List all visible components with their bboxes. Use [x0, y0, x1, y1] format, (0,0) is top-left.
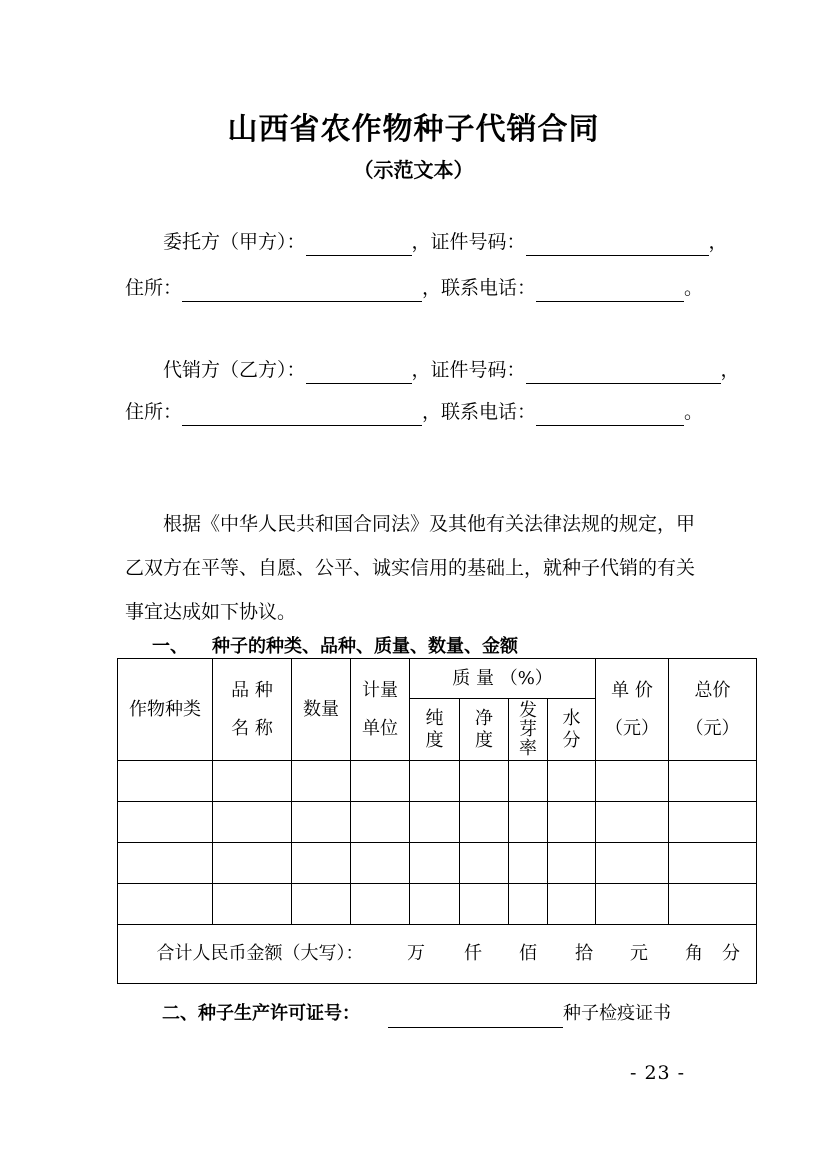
- party-b-label: 代销方（乙方）：: [163, 359, 306, 381]
- party-a-address-field[interactable]: [182, 279, 422, 302]
- total-unit-shi: 拾: [575, 943, 594, 964]
- table-cell[interactable]: [509, 761, 548, 802]
- table-cell[interactable]: [292, 802, 351, 843]
- table-row: [118, 884, 757, 925]
- total-amount-cell[interactable]: [118, 925, 757, 984]
- col-price-header-line-2: （元）: [605, 717, 660, 739]
- table-cell[interactable]: [548, 884, 596, 925]
- col-moisture-header: [548, 699, 596, 761]
- party-a-id-end: ，: [708, 231, 728, 253]
- party-a-id-field[interactable]: [526, 233, 709, 256]
- col-moisture-line-1: 水: [562, 707, 581, 729]
- total-unit-wan: 万: [407, 943, 426, 964]
- table-cell[interactable]: [410, 761, 460, 802]
- col-total-header: [669, 659, 757, 761]
- table-cell[interactable]: [292, 884, 351, 925]
- col-total-header-line-1: 总价: [694, 679, 731, 701]
- table-cell[interactable]: [351, 884, 410, 925]
- preamble-line-1: 根据《中华人民共和国合同法》及其他有关法律法规的规定，甲: [163, 513, 696, 535]
- col-unit-header-line-2: 单位: [362, 717, 398, 739]
- table-cell[interactable]: [292, 761, 351, 802]
- table-cell[interactable]: [118, 843, 213, 884]
- total-amount-label: 合计人民币金额（大写）：: [156, 943, 364, 964]
- table-cell[interactable]: [460, 802, 509, 843]
- table-cell[interactable]: [669, 802, 757, 843]
- total-unit-jiao: 角: [685, 943, 704, 964]
- table-cell[interactable]: [351, 802, 410, 843]
- table-cell[interactable]: [509, 802, 548, 843]
- table-cell[interactable]: [548, 761, 596, 802]
- party-b-phone-field[interactable]: [536, 403, 684, 426]
- col-price-header: [596, 659, 669, 761]
- table-cell[interactable]: [548, 843, 596, 884]
- party-b-name-field[interactable]: [306, 361, 412, 384]
- total-unit-fen: 分: [722, 943, 741, 964]
- table-cell[interactable]: [509, 884, 548, 925]
- party-a-line-2: [125, 274, 705, 302]
- table-cell[interactable]: [213, 761, 292, 802]
- section-1-heading: [152, 632, 518, 658]
- table-cell[interactable]: [669, 884, 757, 925]
- table-cell[interactable]: [596, 802, 669, 843]
- col-qty-header: 数量: [292, 659, 351, 761]
- table-cell[interactable]: [213, 802, 292, 843]
- col-moisture-line-2: 分: [562, 729, 581, 751]
- section-1-number: 一、: [152, 636, 188, 657]
- col-quality-header: 质 量 （%）: [410, 659, 596, 699]
- table-cell[interactable]: [410, 884, 460, 925]
- table-cell[interactable]: [596, 843, 669, 884]
- table-cell[interactable]: [351, 761, 410, 802]
- party-b-phone-end: 。: [684, 401, 704, 423]
- section-1-title: 种子的种类、品种、质量、数量、金额: [212, 636, 518, 657]
- col-purity-line-2: 度: [425, 729, 444, 751]
- table-row: [118, 802, 757, 843]
- preamble-paragraph: [125, 502, 705, 634]
- col-unit-header: [351, 659, 410, 761]
- table-cell[interactable]: [460, 884, 509, 925]
- table-cell[interactable]: [410, 802, 460, 843]
- party-b-line-1: [163, 356, 740, 384]
- party-a-phone-field[interactable]: [536, 279, 684, 302]
- table-cell[interactable]: [460, 761, 509, 802]
- party-b-phone-label: ，联系电话：: [422, 401, 537, 423]
- table-cell[interactable]: [669, 843, 757, 884]
- party-b-id-label: ，证件号码：: [411, 359, 526, 381]
- party-b-address-label: 住所：: [125, 401, 183, 423]
- table-cell[interactable]: [410, 843, 460, 884]
- party-a-phone-end: 。: [684, 277, 704, 299]
- col-germination-line-3: 率: [519, 738, 537, 759]
- preamble-line-2: 乙双方在平等、自愿、公平、诚实信用的基础上，就种子代销的有关: [125, 557, 696, 579]
- production-license-field[interactable]: [388, 1005, 563, 1028]
- col-germination-line-1: 发: [519, 700, 537, 721]
- col-clean-header: [460, 699, 509, 761]
- section-2-title: 二、种子生产许可证号：: [162, 1003, 360, 1024]
- party-a-name-field[interactable]: [306, 233, 412, 256]
- table-cell[interactable]: [213, 884, 292, 925]
- table-cell[interactable]: [460, 843, 509, 884]
- party-a-label: 委托方（甲方）：: [163, 231, 306, 253]
- party-b-id-end: ，: [720, 359, 740, 381]
- col-clean-line-1: 净: [475, 707, 493, 729]
- party-a-address-label: 住所：: [125, 277, 183, 299]
- table-cell[interactable]: [351, 843, 410, 884]
- col-price-header-line-1: 单 价: [611, 679, 653, 701]
- table-cell[interactable]: [118, 802, 213, 843]
- table-total-row: [118, 925, 757, 984]
- section-2-line: [162, 1000, 671, 1028]
- document-title: 山西省农作物种子代销合同: [227, 112, 600, 147]
- table-cell[interactable]: [509, 843, 548, 884]
- col-crop-header: 作物种类: [118, 659, 213, 761]
- total-unit-qian: 仟: [464, 943, 483, 964]
- table-cell[interactable]: [118, 884, 213, 925]
- col-variety-header-line-1: 品 种: [231, 679, 273, 701]
- col-germination-line-2: 芽: [519, 719, 537, 740]
- party-b-id-field[interactable]: [526, 361, 721, 384]
- col-unit-header-line-1: 计量: [362, 679, 398, 701]
- table-cell[interactable]: [213, 843, 292, 884]
- table-cell[interactable]: [596, 884, 669, 925]
- party-b-line-2: [125, 398, 705, 426]
- party-a-line-1: [163, 228, 728, 256]
- col-germination-header: [509, 699, 548, 761]
- col-purity-header: [410, 699, 460, 761]
- page-number: - 23 -: [630, 1062, 686, 1084]
- party-a-id-label: ，证件号码：: [411, 231, 526, 253]
- party-a-phone-label: ，联系电话：: [422, 277, 537, 299]
- col-total-header-line-2: （元）: [685, 717, 740, 739]
- total-unit-yuan: 元: [630, 943, 649, 964]
- total-unit-bai: 佰: [519, 943, 538, 964]
- document-subtitle: （示范文本）: [353, 158, 474, 182]
- table-row: [118, 761, 757, 802]
- seed-table: [117, 658, 757, 984]
- col-variety-header-line-2: 名 称: [231, 717, 273, 739]
- col-variety-header: [213, 659, 292, 761]
- col-clean-line-2: 度: [475, 729, 493, 751]
- col-purity-line-1: 纯: [425, 707, 444, 729]
- table-row: [118, 843, 757, 884]
- party-b-address-field[interactable]: [182, 403, 422, 426]
- table-cell[interactable]: [596, 761, 669, 802]
- table-cell[interactable]: [669, 761, 757, 802]
- section-2-after: 种子检疫证书: [563, 1003, 671, 1024]
- table-cell[interactable]: [292, 843, 351, 884]
- table-cell[interactable]: [548, 802, 596, 843]
- preamble-line-3: 事宜达成如下协议。: [125, 601, 297, 623]
- table-cell[interactable]: [118, 761, 213, 802]
- table-header-row-1: [118, 659, 757, 699]
